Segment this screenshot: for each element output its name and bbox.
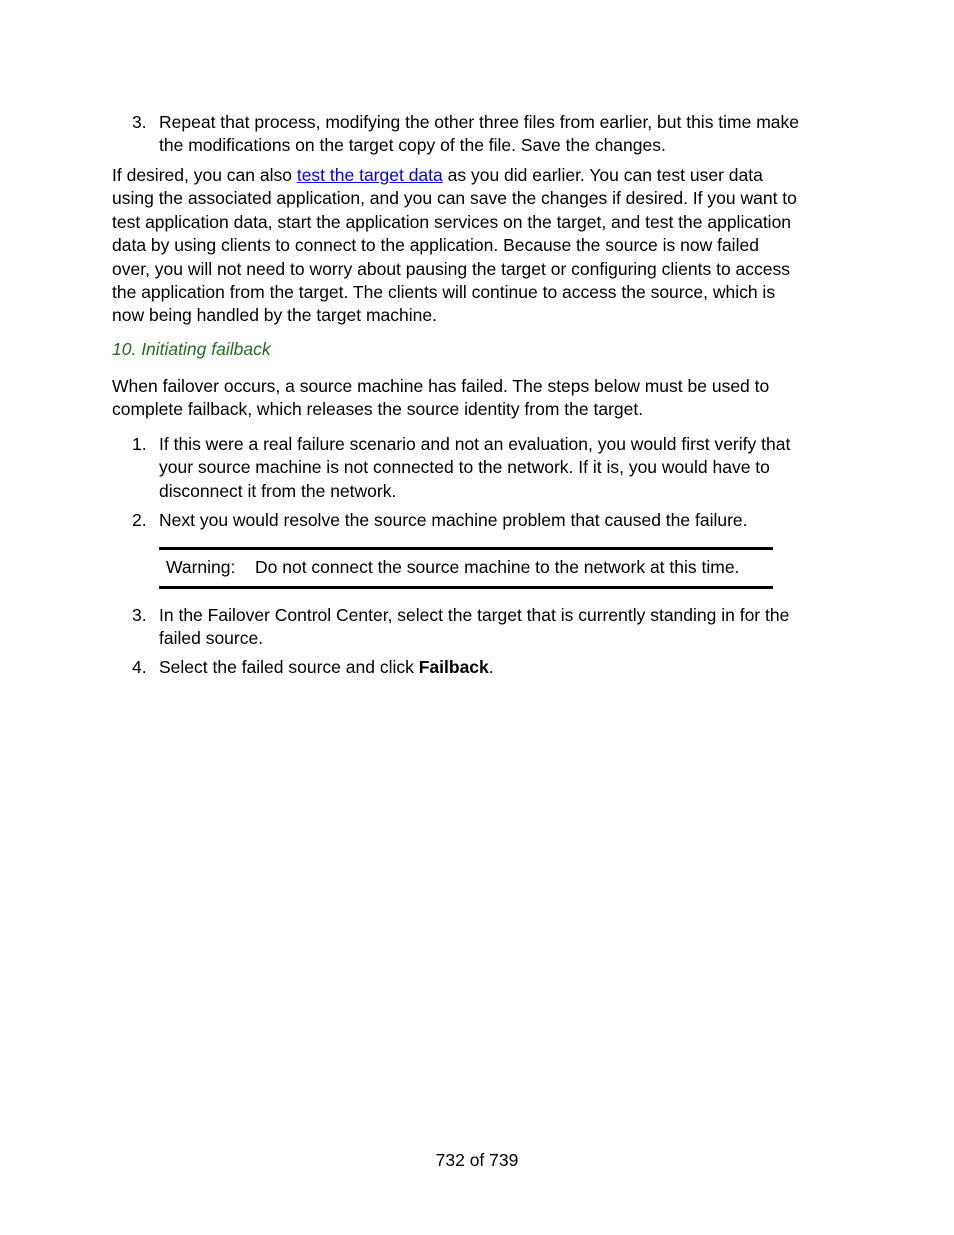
text-line: complete failback, which releases the source identity from the target. <box>112 399 644 420</box>
text-line: data by using clients to connect to the application. Because the source is now failed <box>112 235 759 256</box>
list-number: 1. <box>132 434 147 454</box>
text-span: . <box>488 657 494 677</box>
list-text <box>159 604 849 651</box>
list-number: 4. <box>132 657 147 677</box>
text-line: When failover occurs, a source machine has failed. The steps below must be used to <box>112 376 770 396</box>
list-text <box>159 433 849 503</box>
failback-term: Failback <box>418 657 489 677</box>
page-number: 732 of 739 <box>435 1150 519 1170</box>
text-line: using the associated application, and you can save the changes if desired. If you want to <box>112 188 797 209</box>
text-line <box>159 656 849 679</box>
list-number: 2. <box>132 510 147 530</box>
text-span: Select the failed source and click <box>159 657 419 677</box>
text-line: the application from the target. The clients will continue to access the source, which is <box>112 282 776 303</box>
warning-label: Warning: <box>166 557 236 577</box>
paragraph-failback-intro <box>112 375 847 422</box>
text-line: failed source. <box>159 628 264 649</box>
section-heading: 10. Initiating failback <box>112 339 271 359</box>
text-line: If this were a real failure scenario and not an evaluation, you would first verify that <box>159 434 791 454</box>
text-line: Next you would resolve the source machine problem that caused the failure. <box>159 510 748 530</box>
list-text <box>159 111 849 158</box>
warning-callout <box>159 547 773 589</box>
text-span: If desired, you can also <box>112 165 297 185</box>
text-line: disconnect it from the network. <box>159 480 397 501</box>
list-text <box>159 656 849 679</box>
text-line: now being handled by the target machine. <box>112 305 437 326</box>
text-line: your source machine is not connected to the network. If it is, you would have to <box>159 457 770 478</box>
text-line <box>112 164 847 187</box>
list-number: 3. <box>132 112 147 132</box>
text-line: test application data, start the application services on the target, and test the application <box>112 211 792 232</box>
text-line: In the Failover Control Center, select the target that is currently standing in for the <box>159 605 790 625</box>
text-line: over, you will not need to worry about pausing the target or configuring clients to access <box>112 258 791 279</box>
text-line: the modifications on the target copy of the file. Save the changes. <box>159 135 666 156</box>
text-line: Repeat that process, modifying the other three files from earlier, but this time make <box>159 112 800 132</box>
paragraph-test-target <box>112 164 847 328</box>
text-span: as you did earlier. You can test user data <box>442 165 763 185</box>
list-text <box>159 509 849 532</box>
test-target-data-link[interactable]: test the target data <box>296 165 443 185</box>
list-number: 3. <box>132 605 147 625</box>
warning-text: Do not connect the source machine to the network at this time. <box>255 557 740 577</box>
